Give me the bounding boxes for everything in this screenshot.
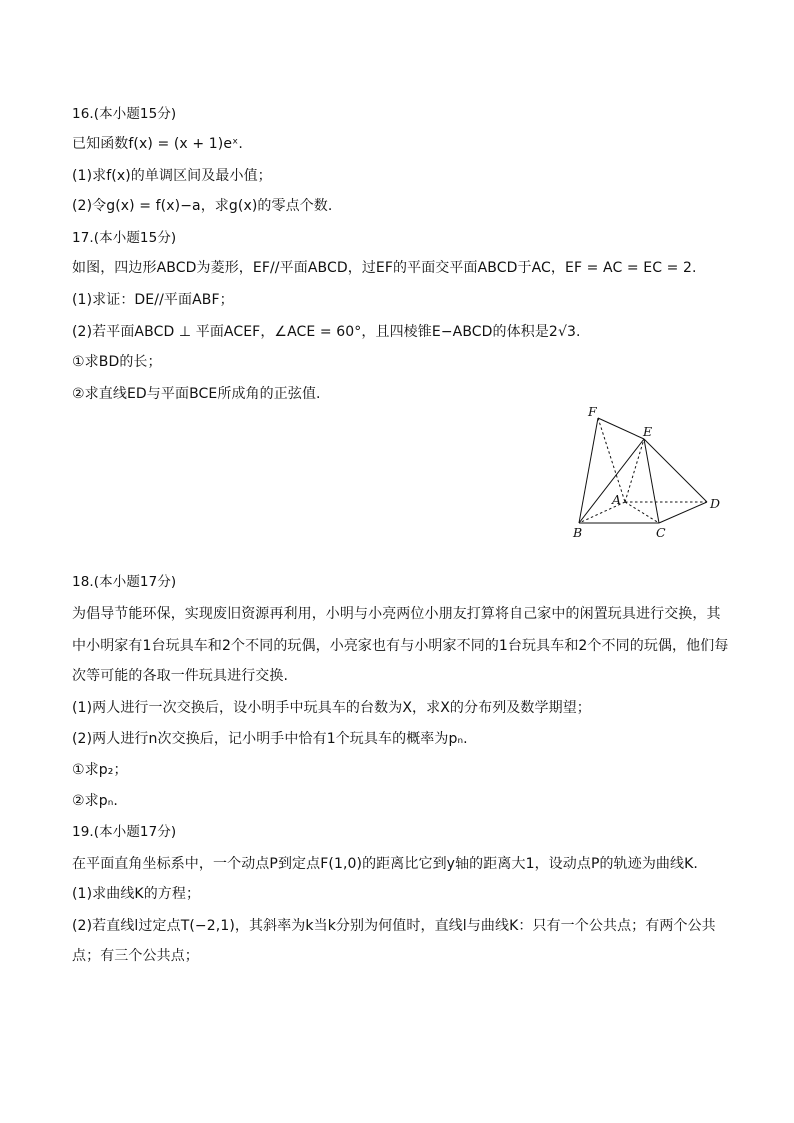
edge-AE — [625, 439, 644, 502]
q18-part2: (2)两人进行n次交换后，记小明手中恰有1个玩具车的概率为pₙ. — [72, 731, 468, 747]
q18-sub1: ①求p₂； — [72, 762, 128, 778]
q17-part1: (1)求证：DE//平面ABF； — [72, 292, 234, 308]
q16-part1: (1)求f(x)的单调区间及最小值； — [72, 168, 272, 184]
pyramid-figure — [568, 402, 728, 544]
edge-FB — [579, 418, 598, 523]
q18-sub2: ②求pₙ. — [72, 793, 118, 809]
label-D: D — [710, 496, 721, 511]
q16-stem: 已知函数f(x) = (x + 1)eˣ. — [72, 136, 243, 152]
q18-stem-line3: 次等可能的各取一件玩具进行交换. — [72, 668, 289, 684]
q17-sub2: ②求直线ED与平面BCE所成角的正弦值. — [72, 386, 321, 402]
q18-part1: (1)两人进行一次交换后，设小明手中玩具车的台数为X，求X的分布列及数学期望； — [72, 700, 591, 716]
q16-part2: (2)令g(x) = f(x)−a，求g(x)的零点个数. — [72, 198, 333, 214]
q19-part1: (1)求曲线K的方程； — [72, 886, 201, 902]
edge-FE — [598, 418, 644, 439]
label-E: E — [643, 424, 653, 439]
label-A: A — [612, 492, 622, 507]
edge-AC — [625, 502, 659, 523]
edge-EB — [579, 439, 644, 523]
q19-part2-line2: 点；有三个公共点； — [72, 948, 199, 964]
label-B: B — [573, 525, 583, 540]
label-C: C — [656, 525, 666, 540]
q18-heading: 18.(本小题17分) — [72, 574, 177, 590]
q18-stem-line2: 中小明家有1台玩具车和2个不同的玩偶，小亮家也有与小明家不同的1台玩具车和2个不同的玩偶，他们每 — [72, 638, 729, 654]
q17-heading: 17.(本小题15分) — [72, 230, 177, 246]
q19-part2-line1: (2)若直线l过定点T(−2,1)，其斜率为k当k分别为何值时，直线l与曲线K：只有一个公共点；有两个公共 — [72, 918, 716, 934]
label-F: F — [588, 404, 597, 419]
q16-heading: 16.(本小题15分) — [72, 106, 177, 122]
q18-stem-line1: 为倡导节能环保，实现废旧资源再利用，小明与小亮两位小朋友打算将自己家中的闲置玩具进行交换，其 — [72, 606, 721, 622]
q17-part2: (2)若平面ABCD ⊥ 平面ACEF，∠ACE = 60°，且四棱锥E−ABCD的体积是2√3. — [72, 324, 581, 340]
edge-FA — [598, 418, 625, 502]
q19-stem: 在平面直角坐标系中，一个动点P到定点F(1,0)的距离比它到y轴的距离大1，设动点P的轨迹为曲线K. — [72, 856, 698, 872]
q17-stem: 如图，四边形ABCD为菱形，EF//平面ABCD，过EF的平面交平面ABCD于AC，EF = AC = EC = 2. — [72, 260, 697, 276]
q19-heading: 19.(本小题17分) — [72, 824, 177, 840]
q17-sub1: ①求BD的长； — [72, 354, 162, 370]
edge-CD — [659, 502, 707, 523]
